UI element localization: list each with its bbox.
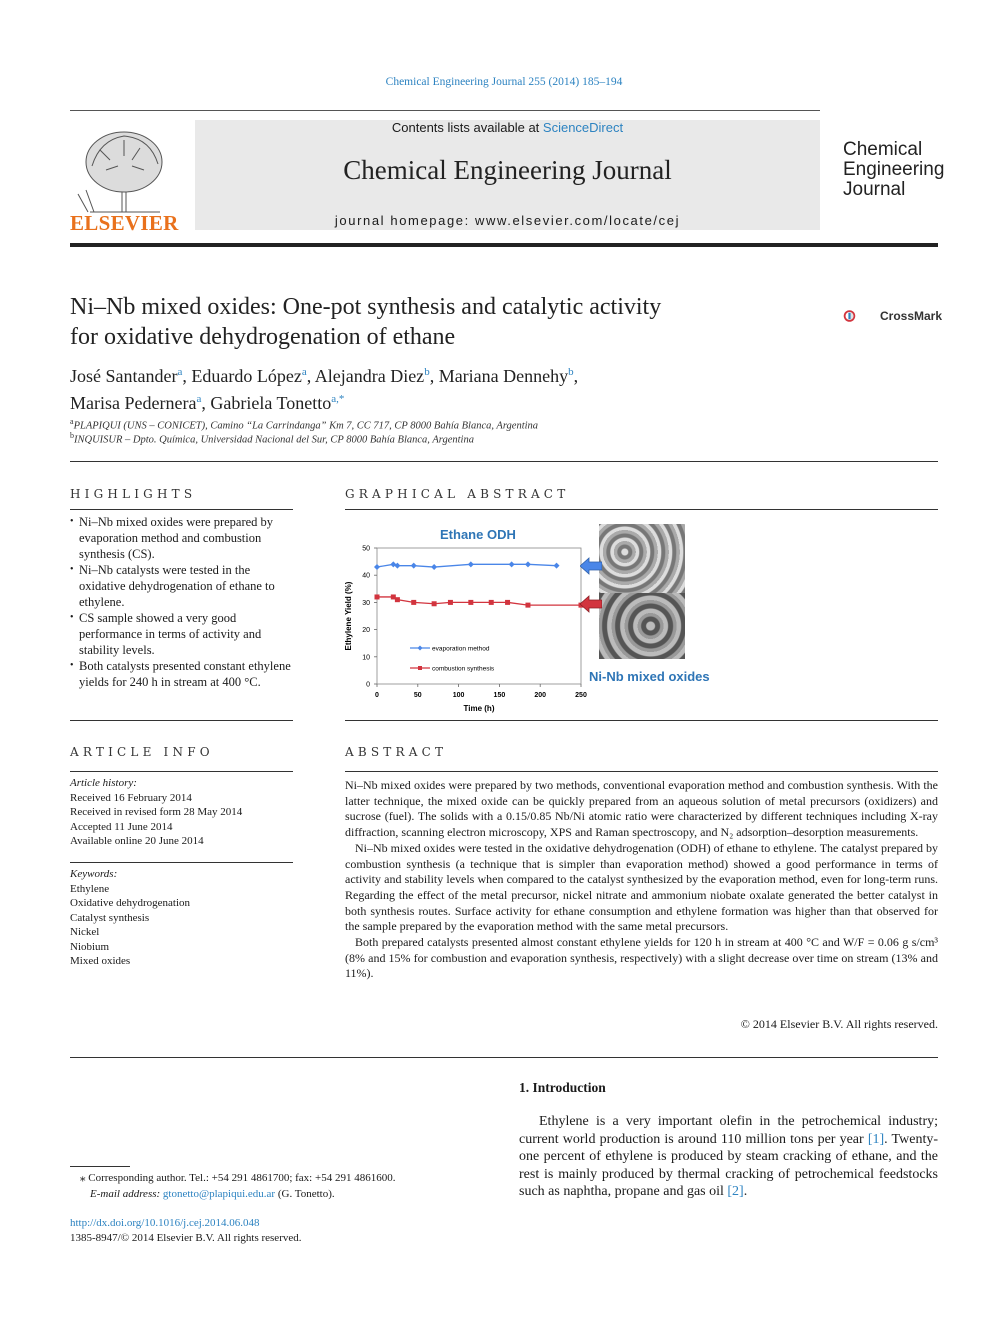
y-tick-label: 10 (362, 654, 370, 662)
affiliation-text: PLAPIQUI (UNS – CONICET), Camino “La Carrindanga” Km 7, CC 717, CP 8000 Bahía Blanca, Argentina (73, 420, 539, 432)
history-entry: Received in revised form 28 May 2014 (70, 806, 243, 818)
abstract-body (345, 778, 938, 982)
journal-citation[interactable]: Chemical Engineering Journal 255 (2014) 185–194 (385, 76, 623, 88)
email-suffix: (G. Tonetto). (275, 1188, 335, 1200)
email-line (70, 1186, 490, 1202)
figure-title: Ethane ODH (440, 527, 516, 542)
y-tick-label: 30 (362, 599, 370, 607)
keyword: Mixed oxides (70, 955, 131, 967)
reference-link[interactable]: [2] (727, 1184, 744, 1199)
author-affiliation-mark[interactable]: a (196, 393, 202, 405)
keyword: Nickel (70, 926, 100, 938)
header-thick-rule (70, 243, 938, 247)
intro-text: Ethylene is a very important olefin in the petrochemical industry; current world production is around 110 million tons per year (519, 1114, 938, 1147)
author-affiliation-mark[interactable]: a (177, 366, 183, 378)
title-line-2: for oxidative dehydrogenation of ethane (70, 324, 456, 350)
corresponding-author: ⁎ Corresponding author. Tel.: +54 291 4861700; fax: +54 291 4861600. (80, 1172, 396, 1184)
intro-text: . (743, 1184, 748, 1199)
doi-block (70, 1216, 302, 1246)
affiliation-key: a (70, 417, 74, 426)
intro-text: . Twenty-one percent of ethylene is produced by steam cracking of ethane, and the rest is mainly produced by thermal cracking of petrochemical feedstocks such as naphtha, propane and gas oil (519, 1131, 938, 1199)
reference-link[interactable]: [1] (867, 1131, 885, 1147)
highlights-heading: HIGHLIGHTS (70, 487, 197, 501)
keywords-rule (70, 862, 293, 863)
journal-title: Chemical Engineering Journal (343, 155, 672, 185)
article-title (70, 292, 790, 352)
affiliation-rule (70, 461, 938, 462)
article-info-rule (70, 771, 293, 772)
data-point (432, 601, 437, 606)
section-heading-introduction: 1. Introduction (519, 1080, 606, 1095)
title-line-1: Ni–Nb mixed oxides: One-pot synthesis and catalytic activity (70, 294, 662, 320)
cover-title-line: Chemical (843, 139, 923, 160)
legend-label: combustion synthesis (432, 665, 495, 673)
journal-homepage[interactable]: journal homepage: www.elsevier.com/locate/cej (334, 213, 681, 228)
history-label: Article history: (70, 777, 137, 789)
legend-label: evaporation method (432, 645, 490, 653)
chart-y-label: Ethylene Yield (%) (344, 581, 353, 651)
author-affiliation-mark[interactable]: a (301, 366, 307, 378)
ethylene-yield-chart (340, 540, 600, 718)
cover-title-line: Journal (843, 179, 906, 200)
sem-image-evaporation (599, 524, 685, 594)
history-entry: Accepted 11 June 2014 (70, 820, 173, 833)
keyword: Catalyst synthesis (70, 911, 150, 924)
highlights-list (70, 514, 295, 690)
keyword: Oxidative dehydrogenation (70, 897, 191, 909)
graphical-abstract-rule-bottom (345, 720, 938, 721)
data-point (448, 600, 453, 605)
journal-cover-logo (843, 140, 963, 200)
cover-title-line: Engineering (843, 159, 945, 180)
x-tick-label: 250 (575, 692, 587, 699)
x-tick-label: 150 (493, 692, 506, 699)
highlights-rule-top (70, 509, 293, 510)
data-point (395, 597, 400, 602)
author-name[interactable]: José Santander (70, 366, 178, 386)
x-tick-label: 200 (534, 692, 547, 699)
x-tick-label: 0 (375, 692, 379, 699)
data-point (489, 600, 494, 605)
graphical-abstract-caption: Ni-Nb mixed oxides (589, 669, 710, 684)
abstract-rule (345, 771, 938, 772)
footnote-rule (70, 1166, 130, 1167)
history-entry: Available online 20 June 2014 (70, 835, 204, 847)
y-tick-label: 20 (362, 627, 370, 635)
highlight-item: • Ni–Nb catalysts were tested in the oxidative dehydrogenation of ethane to ethylene. (70, 562, 295, 610)
highlight-item: • CS sample showed a very good performance in terms of activity and stability levels. (70, 610, 295, 658)
crossmark-icon[interactable] (843, 298, 879, 334)
highlight-item: • Ni–Nb mixed oxides were prepared by evaporation method and combustion synthesis (CS). (70, 514, 295, 562)
affiliation-text: INQUISUR – Dpto. Química, Universidad Nacional del Sur, CP 8000 Bahía Blanca, Argentina (74, 434, 474, 446)
legend-marker (418, 666, 422, 670)
author-name[interactable]: Eduardo López (191, 366, 302, 386)
x-tick-label: 100 (452, 692, 465, 699)
graphical-abstract-heading: GRAPHICAL ABSTRACT (345, 487, 570, 501)
author-list: José Santander$^a$, Eduardo López$^a$, Alejandra Diez$^b$, Mariana Dennehy$^b$, Marisa Pedernera$^a$, Gabriela Tonetto$^{a,*}$ (70, 366, 579, 413)
y-tick-label: 0 (366, 681, 370, 689)
email-link[interactable]: gtonetto@plapiqui.edu.ar (162, 1188, 276, 1200)
highlight-item: • Both catalysts presented constant ethylene yields for 240 h in stream at 400 °C. (70, 658, 295, 690)
graphical-abstract-rule-top (345, 509, 938, 510)
abstract-heading: ABSTRACT (345, 745, 448, 759)
x-tick-label: 50 (413, 692, 422, 699)
publisher-name: ELSEVIER (70, 211, 179, 235)
issn-copyright: 1385-8947/© 2014 Elsevier B.V. All rights reserved. (70, 1232, 302, 1244)
abstract-copyright: © 2014 Elsevier B.V. All rights reserved. (740, 1017, 938, 1031)
author-name[interactable]: Gabriela Tonetto (210, 393, 332, 413)
chart-x-label: Time (h) (463, 704, 495, 713)
keywords-list (70, 867, 295, 969)
abstract-paragraph: Both prepared catalysts presented almost constant ethylene yields for 120 h in stream at 400 °C and W/F = 0.06 g s/cm³ (8% and 15% for combustion and evaporation synthesis, respectively) with a slight decrease over time on stream (13% and 11%). (345, 935, 938, 981)
keyword: Niobium (70, 940, 110, 953)
keyword: Ethylene (70, 882, 110, 895)
sciencedirect-link[interactable]: ScienceDirect (542, 120, 624, 135)
abstract-paragraph: Ni–Nb mixed oxides were prepared by two methods, conventional evaporation method and combustion synthesis. With the latter technique, the mixed oxide can be quickly prepared from an aqueous solution of metal precursors (oxidizers) and sucrose (fuel). The solids with a 0.15/0.85 Nb/Ni atomic ratio were characterized by different techniques including X-ray diffraction, scanning electron microscopy, XPS and Raman spectroscopy, and N₂ adsorption–desorption measurements. (345, 778, 938, 840)
email-label: E-mail address: (90, 1188, 163, 1200)
affiliation-key: b (70, 431, 74, 440)
abstract-paragraph: Ni–Nb mixed oxides were tested in the oxidative dehydrogenation (ODH) of ethane to ethylene. The catalyst prepared by combustion synthesis (a technique that is simpler than evaporation method) showed a good performance in terms of activity and stability levels when compared to the catalyst synthesized by the evaporation method, even for long-term runs. Regarding the effect of the metal precursor, nickel nitrate and ammonium niobate oxalate generated the better catalyst in both synthesis routes. Surface activity for ethane consumption and ethylene formation was higher than that observed for the sample prepared by the evaporation method with the same metal precursors. (345, 840, 938, 934)
author-name[interactable]: Alejandra Diez (314, 366, 425, 386)
data-point (411, 600, 416, 605)
affiliation-a (70, 417, 538, 432)
data-point (375, 594, 380, 599)
arrow-blue-icon (580, 557, 602, 575)
data-point (525, 603, 530, 608)
contents-prefix: Contents lists available at (391, 120, 543, 135)
keywords-label: Keywords: (70, 868, 118, 880)
sem-image-combustion (599, 593, 685, 659)
author-name[interactable]: Marisa Pedernera (70, 393, 197, 413)
y-tick-label: 40 (362, 572, 370, 580)
y-tick-label: 50 (362, 545, 370, 553)
crossmark-label[interactable]: CrossMark (880, 309, 943, 323)
author-affiliation-mark[interactable]: b (568, 366, 574, 378)
doi-link[interactable]: http://dx.doi.org/10.1016/j.cej.2014.06.048 (70, 1217, 260, 1229)
article-info-heading: ARTICLE INFO (70, 745, 214, 759)
body-rule (70, 1057, 938, 1058)
author-name[interactable]: Mariana Dennehy (438, 366, 569, 386)
data-point (468, 600, 473, 605)
contents-line (195, 120, 820, 135)
arrow-red-icon (580, 595, 602, 613)
article-history (70, 776, 295, 849)
plot-area (377, 548, 581, 684)
highlights-rule-bottom (70, 720, 293, 721)
history-entry: Received 16 February 2014 (70, 791, 192, 804)
affiliation-b (70, 431, 474, 446)
header-rule (70, 110, 820, 111)
author-affiliation-mark[interactable]: b (424, 366, 430, 378)
introduction-paragraph (519, 1113, 938, 1201)
corresponding-author-note (70, 1170, 490, 1202)
data-point (505, 600, 510, 605)
author-affiliation-mark[interactable]: a,* (331, 393, 345, 405)
